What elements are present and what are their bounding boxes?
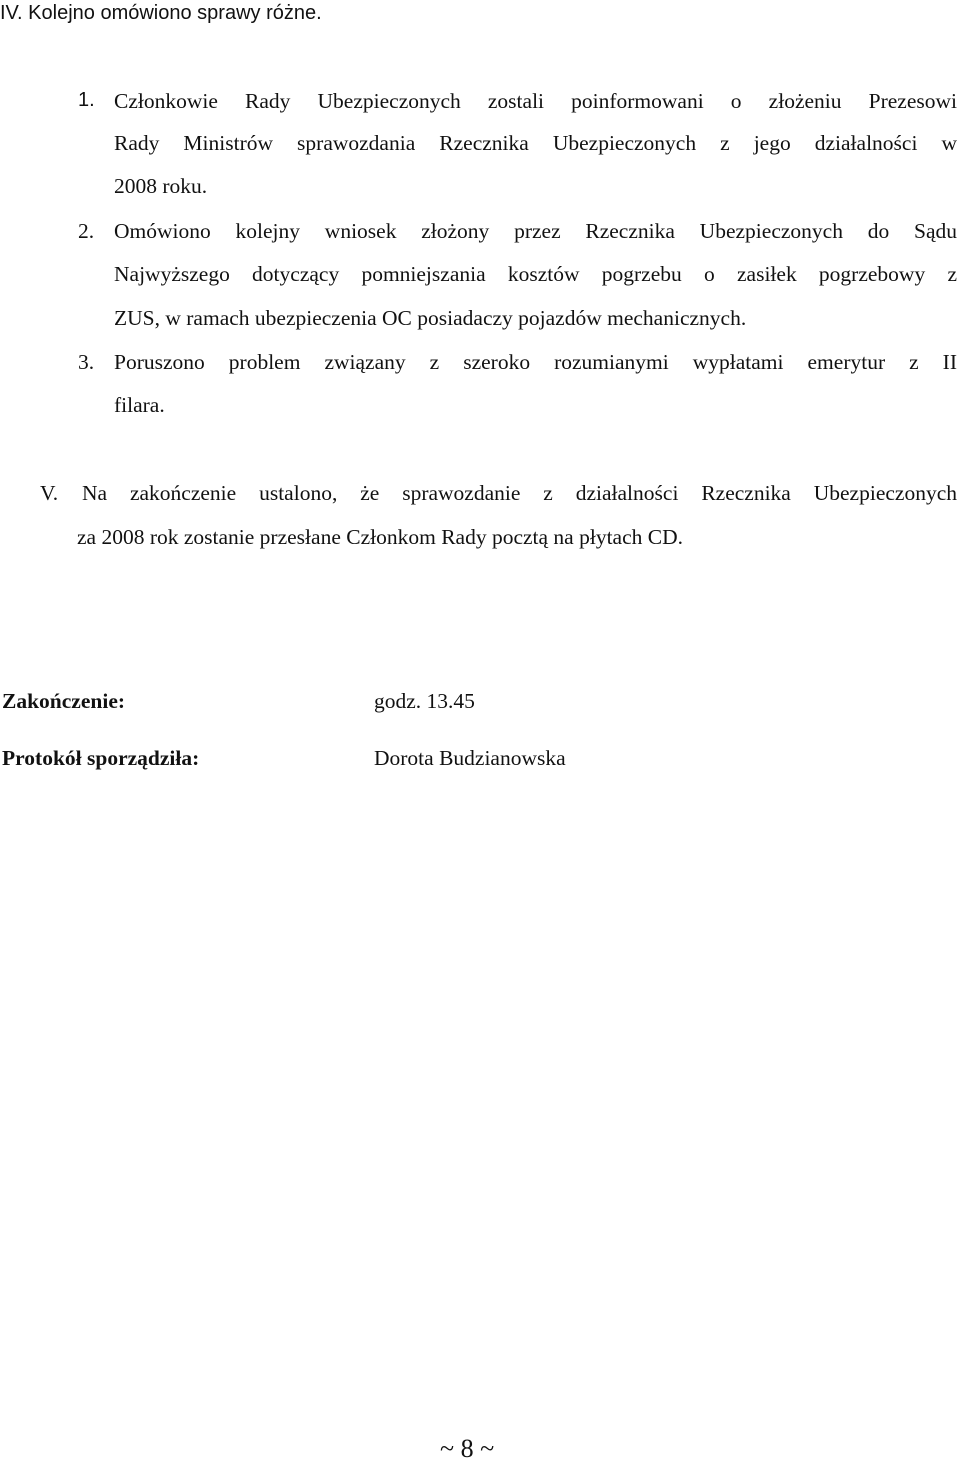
item-1-line-3: 2008 roku. [114, 174, 208, 198]
item-1-number: 1. [78, 89, 95, 111]
protocol-author-value: Dorota Budzianowska [374, 746, 566, 770]
protocol-author-label: Protokół sporządziła: [2, 746, 200, 770]
section-v-number: V. [40, 481, 59, 505]
end-time-value: godz. 13.45 [374, 689, 475, 713]
item-3-line-2: filara. [114, 393, 165, 417]
item-3-number: 3. [78, 350, 95, 374]
section-v-line-2: za 2008 rok zostanie przesłane Członkom Rady pocztą na płytach CD. [77, 525, 683, 549]
end-time-label: Zakończenie: [2, 689, 126, 713]
item-2-line-1: Omówiono kolejny wniosek złożony przez Rzecznika Ubezpieczonych do Sądu [114, 219, 957, 243]
item-1-line-2: Rady Ministrów sprawozdania Rzecznika Ubezpieczonych z jego działalności w [114, 131, 957, 155]
section-v-line-1: Na zakończenie ustalono, że sprawozdanie z działalności Rzecznika Ubezpieczonych [82, 481, 957, 505]
item-2-number: 2. [78, 219, 95, 243]
item-2-line-3: ZUS, w ramach ubezpieczenia OC posiadaczy pojazdów mechanicznych. [114, 306, 747, 330]
item-3-line-1: Poruszono problem związany z szeroko rozumianymi wypłatami emerytur z II [114, 350, 957, 374]
page-number: ~ 8 ~ [440, 1434, 495, 1463]
item-1-line-1: Członkowie Rady Ubezpieczonych zostali poinformowani o złożeniu Prezesowi [114, 89, 957, 113]
item-2-line-2: Najwyższego dotyczący pomniejszania kosztów pogrzebu o zasiłek pogrzebowy z [114, 262, 957, 286]
section-iv-heading: IV. Kolejno omówiono sprawy różne. [0, 2, 322, 24]
